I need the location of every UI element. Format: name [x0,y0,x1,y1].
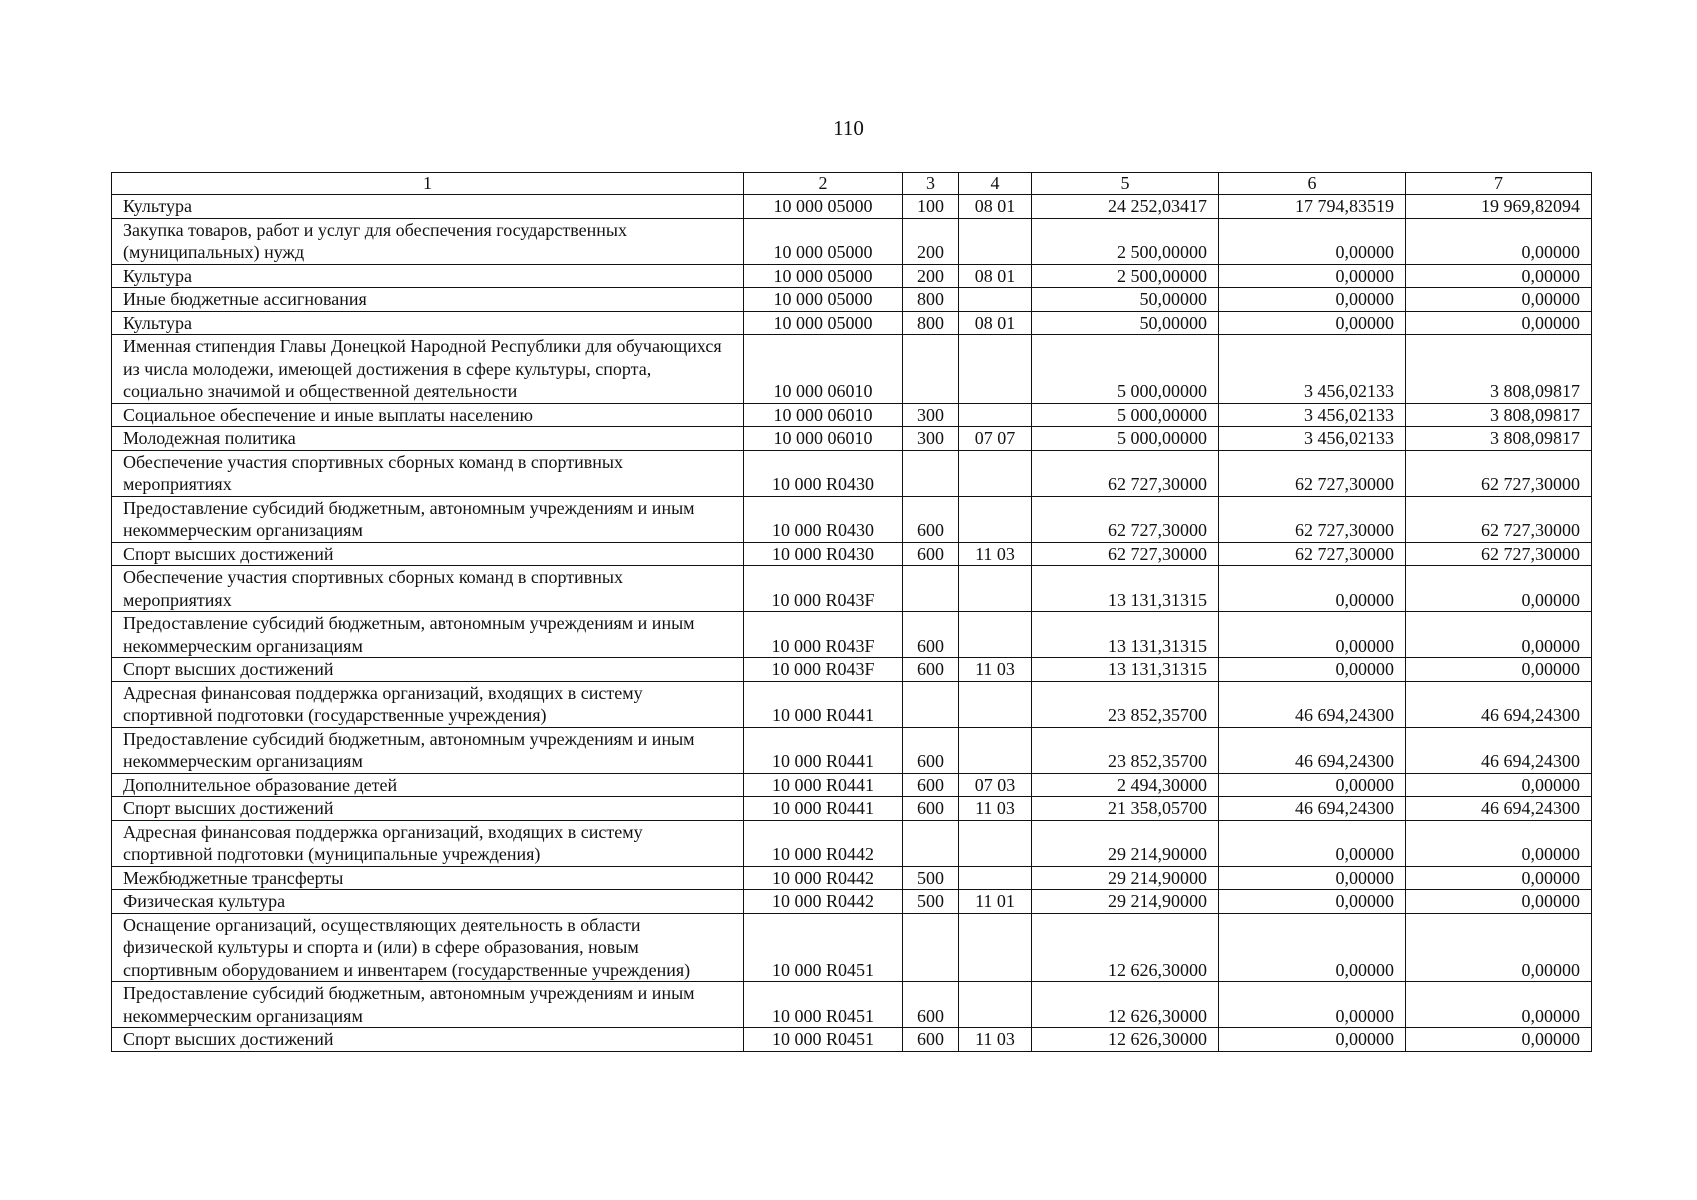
amount-col5-cell: 29 214,90000 [1032,890,1219,914]
table-row [112,311,1592,335]
table-row [112,450,1592,496]
amount-col5-cell: 29 214,90000 [1032,820,1219,866]
target-article-cell: 10 000 R0451 [744,913,903,982]
section-cell [959,496,1032,542]
column-header: 4 [959,173,1032,195]
row-name-cell: Обеспечение участия спортивных сборных команд в спортивных мероприятиях [112,566,744,612]
row-name-cell: Именная стипендия Главы Донецкой Народной Республики для обучающихся из числа молодежи, имеющей достижения в сфере культуры, спорта, социально значимой и общественной деятельности [112,335,744,404]
amount-col5-cell: 13 131,31315 [1032,658,1219,682]
row-name-cell: Межбюджетные трансферты [112,866,744,890]
amount-col7-cell: 46 694,24300 [1406,797,1592,821]
column-header: 2 [744,173,903,195]
amount-col7-cell: 0,00000 [1406,612,1592,658]
row-name-cell: Культура [112,264,744,288]
amount-col5-cell: 23 852,35700 [1032,727,1219,773]
amount-col6-cell: 17 794,83519 [1219,195,1406,219]
amount-col6-cell: 46 694,24300 [1219,681,1406,727]
amount-col5-cell: 12 626,30000 [1032,913,1219,982]
amount-col5-cell: 2 500,00000 [1032,264,1219,288]
target-article-cell: 10 000 R0441 [744,797,903,821]
section-cell [959,566,1032,612]
section-cell [959,913,1032,982]
amount-col6-cell: 0,00000 [1219,866,1406,890]
table-row [112,866,1592,890]
amount-col7-cell: 19 969,82094 [1406,195,1592,219]
section-cell [959,866,1032,890]
section-cell [959,288,1032,312]
table-row [112,264,1592,288]
column-header: 3 [903,173,959,195]
table-row [112,797,1592,821]
target-article-cell: 10 000 R0441 [744,773,903,797]
amount-col7-cell: 0,00000 [1406,311,1592,335]
section-cell [959,335,1032,404]
section-cell: 08 01 [959,264,1032,288]
table-row [112,890,1592,914]
amount-col5-cell: 62 727,30000 [1032,450,1219,496]
table-row [112,658,1592,682]
amount-col5-cell: 50,00000 [1032,288,1219,312]
amount-col7-cell: 0,00000 [1406,890,1592,914]
section-cell: 08 01 [959,195,1032,219]
amount-col5-cell: 13 131,31315 [1032,566,1219,612]
row-name-cell: Адресная финансовая поддержка организаций, входящих в систему спортивной подготовки (муниципальные учреждения) [112,820,744,866]
expense-type-cell [903,335,959,404]
amount-col6-cell: 0,00000 [1219,982,1406,1028]
section-cell [959,820,1032,866]
expense-type-cell: 300 [903,403,959,427]
amount-col6-cell: 0,00000 [1219,311,1406,335]
expense-type-cell [903,820,959,866]
amount-col6-cell: 0,00000 [1219,218,1406,264]
amount-col5-cell: 2 500,00000 [1032,218,1219,264]
column-header: 1 [112,173,744,195]
row-name-cell: Предоставление субсидий бюджетным, автономным учреждениям и иным некоммерческим организациям [112,612,744,658]
amount-col5-cell: 5 000,00000 [1032,427,1219,451]
row-name-cell: Спорт высших достижений [112,797,744,821]
amount-col7-cell: 46 694,24300 [1406,681,1592,727]
table-row [112,1028,1592,1052]
amount-col5-cell: 62 727,30000 [1032,496,1219,542]
table-row [112,496,1592,542]
row-name-cell: Культура [112,195,744,219]
amount-col6-cell: 46 694,24300 [1219,797,1406,821]
target-article-cell: 10 000 R0442 [744,890,903,914]
section-cell: 11 03 [959,658,1032,682]
target-article-cell: 10 000 05000 [744,264,903,288]
amount-col6-cell: 3 456,02133 [1219,335,1406,404]
column-header: 5 [1032,173,1219,195]
column-header: 7 [1406,173,1592,195]
row-name-cell: Адресная финансовая поддержка организаций, входящих в систему спортивной подготовки (государственные учреждения) [112,681,744,727]
row-name-cell: Спорт высших достижений [112,658,744,682]
expense-type-cell: 600 [903,797,959,821]
expense-type-cell: 600 [903,773,959,797]
target-article-cell: 10 000 06010 [744,403,903,427]
amount-col7-cell: 0,00000 [1406,913,1592,982]
table-row [112,542,1592,566]
row-name-cell: Обеспечение участия спортивных сборных команд в спортивных мероприятиях [112,450,744,496]
section-cell: 08 01 [959,311,1032,335]
amount-col7-cell: 0,00000 [1406,866,1592,890]
row-name-cell: Предоставление субсидий бюджетным, автономным учреждениям и иным некоммерческим организациям [112,727,744,773]
target-article-cell: 10 000 R0430 [744,542,903,566]
table-row [112,195,1592,219]
amount-col7-cell: 0,00000 [1406,982,1592,1028]
table-row [112,566,1592,612]
target-article-cell: 10 000 R043F [744,612,903,658]
expense-type-cell [903,681,959,727]
expense-type-cell [903,450,959,496]
target-article-cell: 10 000 R0451 [744,982,903,1028]
section-cell [959,403,1032,427]
amount-col6-cell: 0,00000 [1219,1028,1406,1052]
section-cell [959,982,1032,1028]
expense-type-cell: 600 [903,612,959,658]
table-row [112,982,1592,1028]
row-name-cell: Спорт высших достижений [112,542,744,566]
target-article-cell: 10 000 06010 [744,335,903,404]
table-row [112,612,1592,658]
expense-type-cell: 500 [903,890,959,914]
target-article-cell: 10 000 05000 [744,195,903,219]
expense-type-cell: 600 [903,496,959,542]
expense-type-cell: 600 [903,542,959,566]
amount-col7-cell: 0,00000 [1406,1028,1592,1052]
amount-col7-cell: 62 727,30000 [1406,450,1592,496]
expense-type-cell [903,913,959,982]
amount-col7-cell: 3 808,09817 [1406,403,1592,427]
section-cell: 07 07 [959,427,1032,451]
amount-col5-cell: 5 000,00000 [1032,403,1219,427]
amount-col7-cell: 62 727,30000 [1406,496,1592,542]
row-name-cell: Оснащение организаций, осуществляющих деятельность в области физической культуры и спорта и (или) в сфере образования, новым спортивным оборудованием и инвентарем (государственные учреждения) [112,913,744,982]
section-cell [959,450,1032,496]
amount-col5-cell: 12 626,30000 [1032,982,1219,1028]
expense-type-cell: 600 [903,982,959,1028]
row-name-cell: Спорт высших достижений [112,1028,744,1052]
amount-col6-cell: 3 456,02133 [1219,427,1406,451]
table-header-row [112,173,1592,195]
section-cell: 11 03 [959,1028,1032,1052]
expense-type-cell: 200 [903,264,959,288]
amount-col5-cell: 23 852,35700 [1032,681,1219,727]
amount-col7-cell: 3 808,09817 [1406,335,1592,404]
target-article-cell: 10 000 05000 [744,311,903,335]
column-header: 6 [1219,173,1406,195]
expense-type-cell: 600 [903,658,959,682]
amount-col6-cell: 0,00000 [1219,820,1406,866]
amount-col6-cell: 0,00000 [1219,264,1406,288]
table-row [112,427,1592,451]
amount-col7-cell: 0,00000 [1406,820,1592,866]
amount-col6-cell: 0,00000 [1219,773,1406,797]
amount-col6-cell: 62 727,30000 [1219,450,1406,496]
section-cell: 07 03 [959,773,1032,797]
amount-col5-cell: 50,00000 [1032,311,1219,335]
section-cell: 11 03 [959,797,1032,821]
table-row [112,773,1592,797]
table-row [112,335,1592,404]
amount-col5-cell: 29 214,90000 [1032,866,1219,890]
amount-col7-cell: 46 694,24300 [1406,727,1592,773]
expense-type-cell: 500 [903,866,959,890]
target-article-cell: 10 000 05000 [744,218,903,264]
amount-col6-cell: 0,00000 [1219,913,1406,982]
amount-col6-cell: 3 456,02133 [1219,403,1406,427]
row-name-cell: Культура [112,311,744,335]
table-row [112,403,1592,427]
amount-col5-cell: 5 000,00000 [1032,335,1219,404]
amount-col6-cell: 46 694,24300 [1219,727,1406,773]
target-article-cell: 10 000 06010 [744,427,903,451]
section-cell [959,612,1032,658]
amount-col5-cell: 13 131,31315 [1032,612,1219,658]
table-row [112,218,1592,264]
section-cell [959,218,1032,264]
target-article-cell: 10 000 R0441 [744,681,903,727]
target-article-cell: 10 000 R0451 [744,1028,903,1052]
page-number: 110 [833,116,864,140]
expense-type-cell: 800 [903,288,959,312]
section-cell: 11 01 [959,890,1032,914]
target-article-cell: 10 000 R0441 [744,727,903,773]
table-row [112,820,1592,866]
amount-col5-cell: 62 727,30000 [1032,542,1219,566]
amount-col7-cell: 3 808,09817 [1406,427,1592,451]
amount-col6-cell: 62 727,30000 [1219,542,1406,566]
amount-col5-cell: 12 626,30000 [1032,1028,1219,1052]
row-name-cell: Предоставление субсидий бюджетным, автономным учреждениям и иным некоммерческим организациям [112,496,744,542]
section-cell [959,681,1032,727]
expense-type-cell [903,566,959,612]
target-article-cell: 10 000 R0430 [744,496,903,542]
table-row [112,288,1592,312]
row-name-cell: Социальное обеспечение и иные выплаты населению [112,403,744,427]
table-row [112,681,1592,727]
budget-table [111,172,1592,1052]
target-article-cell: 10 000 R0442 [744,866,903,890]
amount-col5-cell: 2 494,30000 [1032,773,1219,797]
row-name-cell: Физическая культура [112,890,744,914]
amount-col7-cell: 0,00000 [1406,658,1592,682]
table-row [112,913,1592,982]
amount-col6-cell: 62 727,30000 [1219,496,1406,542]
amount-col6-cell: 0,00000 [1219,612,1406,658]
amount-col6-cell: 0,00000 [1219,890,1406,914]
amount-col5-cell: 24 252,03417 [1032,195,1219,219]
expense-type-cell: 800 [903,311,959,335]
expense-type-cell: 300 [903,427,959,451]
amount-col6-cell: 0,00000 [1219,566,1406,612]
table-body [112,173,1592,1052]
amount-col7-cell: 0,00000 [1406,218,1592,264]
section-cell [959,727,1032,773]
expense-type-cell: 200 [903,218,959,264]
expense-type-cell: 600 [903,727,959,773]
amount-col7-cell: 0,00000 [1406,566,1592,612]
target-article-cell: 10 000 R043F [744,658,903,682]
amount-col5-cell: 21 358,05700 [1032,797,1219,821]
row-name-cell: Молодежная политика [112,427,744,451]
amount-col7-cell: 0,00000 [1406,264,1592,288]
target-article-cell: 10 000 R0442 [744,820,903,866]
table-row [112,727,1592,773]
amount-col7-cell: 62 727,30000 [1406,542,1592,566]
amount-col7-cell: 0,00000 [1406,773,1592,797]
amount-col7-cell: 0,00000 [1406,288,1592,312]
target-article-cell: 10 000 05000 [744,288,903,312]
target-article-cell: 10 000 R0430 [744,450,903,496]
amount-col6-cell: 0,00000 [1219,658,1406,682]
row-name-cell: Иные бюджетные ассигнования [112,288,744,312]
row-name-cell: Дополнительное образование детей [112,773,744,797]
section-cell: 11 03 [959,542,1032,566]
expense-type-cell: 100 [903,195,959,219]
row-name-cell: Закупка товаров, работ и услуг для обеспечения государственных (муниципальных) нужд [112,218,744,264]
amount-col6-cell: 0,00000 [1219,288,1406,312]
target-article-cell: 10 000 R043F [744,566,903,612]
expense-type-cell: 600 [903,1028,959,1052]
row-name-cell: Предоставление субсидий бюджетным, автономным учреждениям и иным некоммерческим организациям [112,982,744,1028]
